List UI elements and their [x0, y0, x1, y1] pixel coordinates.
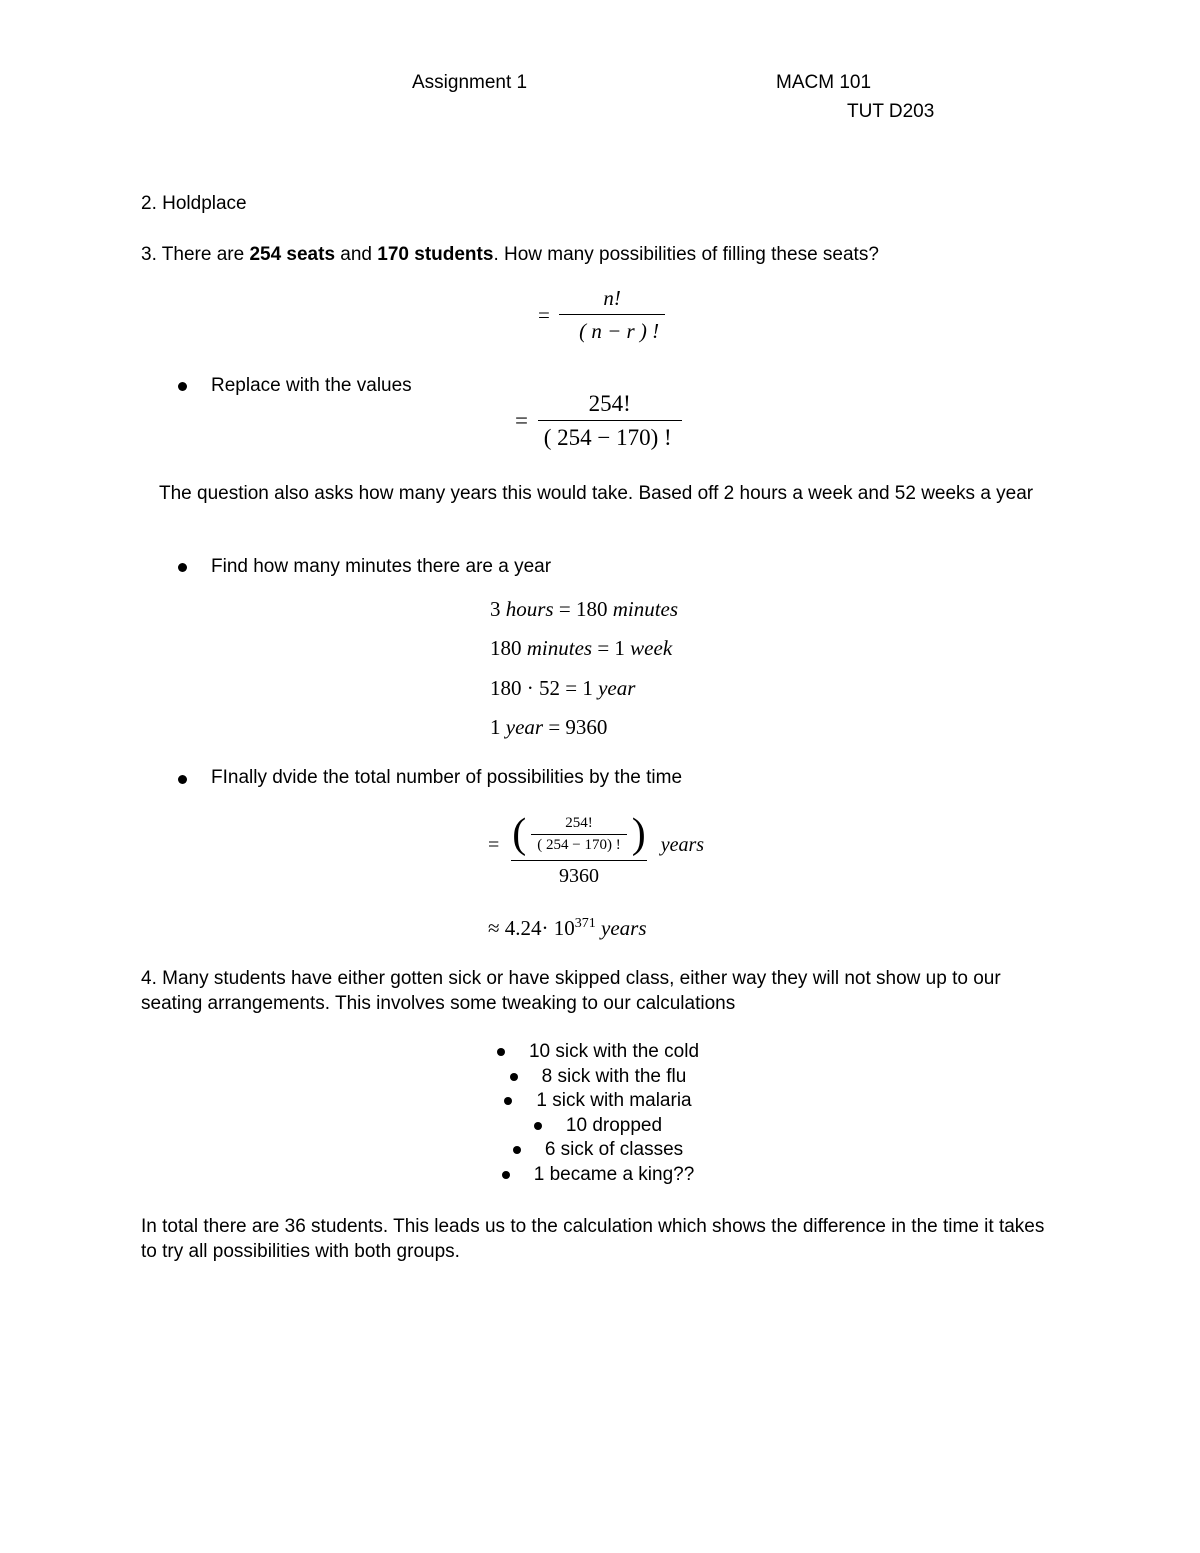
bullet-icon [504, 1097, 512, 1105]
formula-denominator: ( n − r ) ! [559, 314, 665, 344]
question-3-intro [141, 244, 879, 266]
list-item: 10 sick with the cold [0, 1040, 1200, 1065]
bullet-icon [513, 1146, 521, 1154]
assignment-title: Assignment 1 [412, 72, 528, 93]
equation-total: 1 year = 9360 [490, 715, 608, 739]
bullet-icon [178, 563, 187, 572]
bullet-icon [534, 1122, 542, 1130]
final-inner-numerator: 254! [565, 814, 593, 831]
bullet-icon [178, 382, 187, 391]
final-fraction: ( $\frac{254!}{( 254 - 170) !}$ ) 9360 [512, 811, 646, 887]
values-formula: = $\frac{254!}{( 254 - 170) !}$ [515, 391, 682, 451]
equation-year: 180 · 52 = 1 year [490, 676, 636, 700]
intro-post: . How many possibilities of filling these seats? [493, 244, 879, 265]
bullet-icon [510, 1073, 518, 1081]
bullet-icon [502, 1171, 510, 1179]
list-item: 6 sick of classes [0, 1138, 1200, 1163]
intro-mid: and [335, 244, 378, 265]
equation-week: 180 minutes = 1 week [490, 636, 673, 660]
list-item: 8 sick with the flu [0, 1065, 1200, 1090]
question-4: 4. Many students have either gotten sick or have skipped class, either way they will not show up to our seating arrangements. This involves some tweaking to our calculations [141, 968, 1001, 1014]
seats-count: 254 seats [249, 244, 336, 265]
formula-fraction [559, 286, 665, 344]
total-paragraph: In total there are 36 students. This leads us to the calculation which shows the difference in the time it takes to try all possibilities with both groups. [141, 1216, 1045, 1262]
list-item: 1 became a king?? [0, 1163, 1200, 1188]
values-denominator: ( 254 − 170) ! [538, 420, 682, 451]
values-numerator: 254! [588, 391, 631, 416]
final-formula: = ( $\frac{254!}{( 254 - 170) !}$ ) 9360 years [488, 811, 705, 887]
final-inner-fraction [531, 815, 626, 854]
absence-list [0, 1040, 1200, 1188]
final-inner-denominator: ( 254 − 170) ! [531, 834, 626, 854]
bullet-icon [497, 1048, 505, 1056]
years-paragraph: The question also asks how many years this would take. Based off 2 hours a week and 52 weeks a year [159, 483, 1034, 504]
list-item: 1 sick with malaria [0, 1089, 1200, 1114]
bullet-icon [178, 775, 187, 784]
equation-hours: 3 hours = 180 minutes [490, 597, 679, 621]
formula-numerator: n! [603, 286, 621, 310]
approximation-result: ≈ $4.24\cdot 10^{371}$ years [488, 916, 647, 940]
students-count: 170 students [377, 244, 494, 265]
intro-pre: 3. There are [141, 244, 250, 265]
bullet-minutes-text: Find how many minutes there are a year [211, 556, 552, 577]
values-fraction [538, 391, 682, 451]
tutorial-code: TUT D203 [847, 101, 935, 122]
list-item: 10 dropped [0, 1114, 1200, 1139]
final-years-label: years [660, 833, 705, 856]
permutation-formula: = $\frac{n!}{( n - r ) !}$ [538, 286, 665, 344]
question-2: 2. Holdplace [141, 193, 247, 214]
course-code: MACM 101 [776, 72, 872, 93]
bullet-replace-text: Replace with the values [211, 375, 412, 396]
final-denominator: 9360 [511, 860, 647, 888]
bullet-divide-text: FInally dvide the total number of possibilities by the time [211, 767, 683, 788]
